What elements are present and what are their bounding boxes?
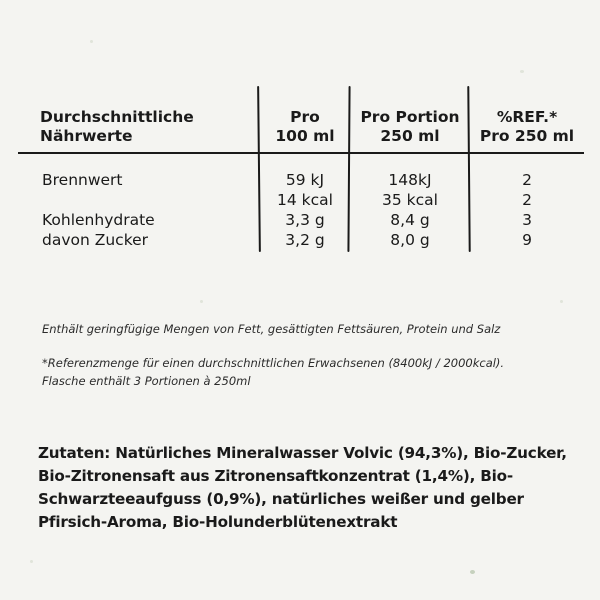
header-line: Pro 250 ml [479, 127, 575, 145]
table-row [0, 190, 600, 210]
reference-note: *Referenzmenge für einen durchschnittlichen Erwachsenen (8400kJ / 2000kcal). [42, 356, 505, 370]
header-reference-intake [472, 108, 582, 146]
background-speck [30, 560, 33, 563]
value-per-100ml: 3,3 g [285, 211, 325, 229]
header-line: 100 ml [275, 127, 335, 145]
value-per-100ml: 14 kcal [277, 191, 333, 209]
background-speck [470, 570, 475, 574]
value-reference: 9 [522, 231, 532, 249]
header-per-portion [352, 108, 468, 146]
header-line: 250 ml [380, 127, 440, 145]
header-line: Pro Portion [360, 108, 460, 126]
value-reference: 2 [522, 191, 532, 209]
table-header [0, 108, 600, 152]
header-line: Durchschnittliche [40, 108, 194, 126]
value-per-100ml: 59 kJ [285, 171, 325, 189]
header-line: %REF.* [496, 108, 558, 126]
value-per-100ml: 3,2 g [285, 231, 325, 249]
row-label: Brennwert [42, 171, 123, 189]
header-per-100ml [266, 108, 344, 146]
value-per-portion: 148kJ [388, 171, 432, 189]
table-row [0, 210, 600, 230]
row-label: Kohlenhydrate [42, 211, 155, 229]
value-reference: 3 [522, 211, 532, 229]
value-per-portion: 35 kcal [382, 191, 438, 209]
header-line: Nährwerte [40, 127, 133, 145]
background-speck [90, 40, 93, 43]
value-reference: 2 [522, 171, 532, 189]
table-row [0, 230, 600, 250]
ingredients-list: Zutaten: Natürliches Mineralwasser Volvic (94,3%), Bio-Zucker, Bio-Zitronensaft aus Zitronensaftkonzentrat (1,4%), Bio-Schwarzteeaufguss (0,9%), natürliches weißer und gelber Pfirsich-Aroma, Bio-Holunderblütenextrakt [38, 444, 567, 531]
value-per-portion: 8,4 g [390, 211, 430, 229]
header-nutrients [40, 108, 240, 146]
value-per-portion: 8,0 g [390, 231, 430, 249]
table-row [0, 170, 600, 190]
header-line: Pro [290, 108, 320, 126]
row-label: davon Zucker [42, 231, 149, 249]
background-speck [200, 300, 203, 303]
traces-note: Enthält geringfügige Mengen von Fett, gesättigten Fettsäuren, Protein und Salz [42, 322, 501, 336]
header-divider [18, 152, 584, 154]
portions-note: Flasche enthält 3 Portionen à 250ml [42, 374, 251, 388]
background-speck [560, 300, 563, 303]
background-speck [520, 70, 524, 73]
